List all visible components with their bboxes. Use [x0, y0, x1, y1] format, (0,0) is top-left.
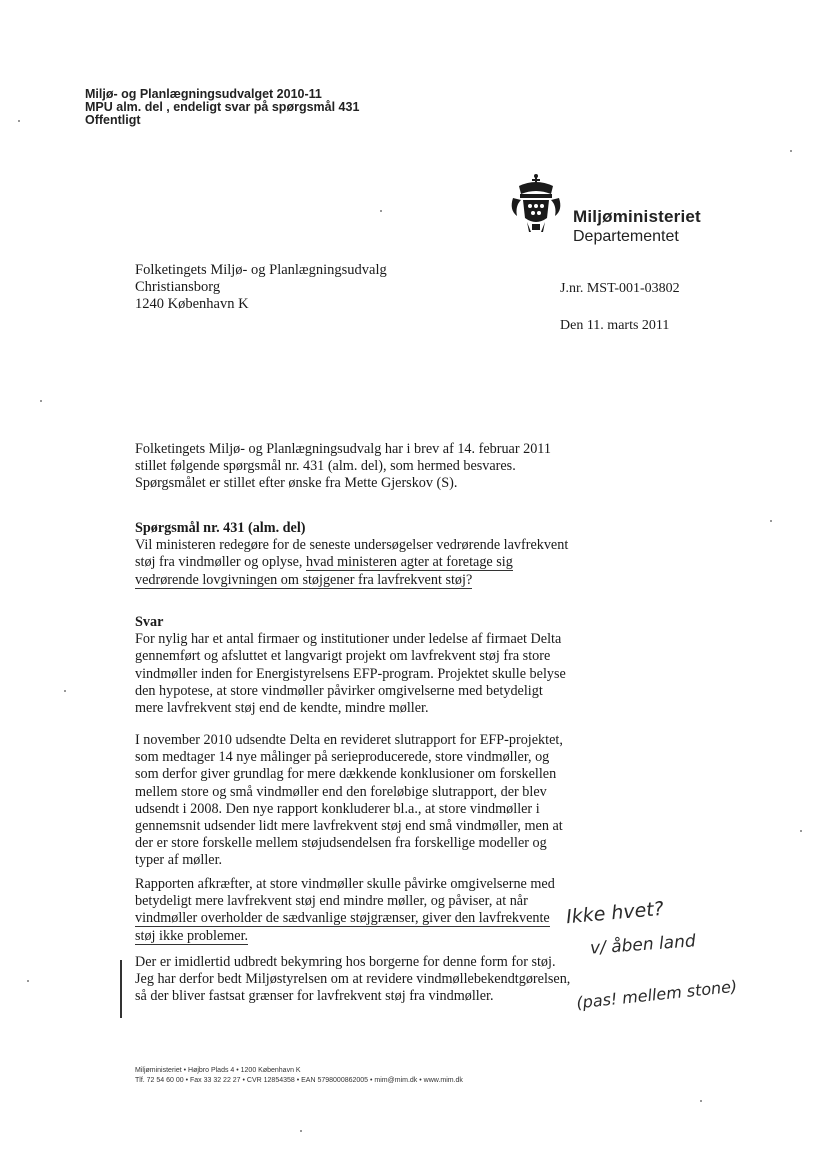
answer-section [135, 614, 575, 717]
text-line: der er store forskelle mellem støjudsendelsen fra forskellige modeller og [135, 835, 547, 852]
text-line: betydeligt mere lavfrekvent støj end mindre møller, og påviser, at når [135, 893, 528, 910]
scan-speck [770, 520, 772, 522]
intro-line: Spørgsmålet er stillet efter ønske fra Mette Gjerskov (S). [135, 475, 458, 492]
scan-speck [27, 980, 29, 982]
underlined-text: vedrørende lovgivningen om støjgener fra lavfrekvent støj? [135, 571, 473, 588]
text-line: som medtager 14 nye målinger på serieproducerede, store vindmøller, og [135, 749, 550, 766]
handwritten-note-2: v/ åben land [589, 931, 697, 959]
scan-speck [64, 690, 66, 692]
stamp-subject: MPU alm. del , endeligt svar på spørgsmål 431 [85, 100, 360, 114]
scan-speck [40, 400, 42, 402]
question-line: Vil ministeren redegøre for de seneste undersøgelser vedrørende lavfrekvent [135, 537, 569, 554]
text-line: Rapporten afkræfter, at store vindmøller skulle påvirke omgivelserne med [135, 876, 555, 892]
footer-address: Miljøministeriet • Højbro Plads 4 • 1200 København K [135, 1067, 301, 1074]
text-line [135, 928, 575, 945]
answer-paragraph-2 [135, 732, 575, 870]
intro-paragraph [135, 441, 575, 493]
text-line: udsendt i 2008. Den nye rapport konkluderer bl.a., at store vindmøller i [135, 800, 540, 817]
text-line: vindmøller inden for Energistyrelsens EFP-program. Projektet skulle belyse [135, 665, 566, 682]
scan-speck [790, 150, 792, 152]
text-line: som derfor giver grundlag for mere dækkende konklusioner om forskellen [135, 766, 557, 783]
answer-paragraph-1 [135, 631, 575, 717]
reference-number: J.nr. MST-001-03802 [560, 281, 680, 296]
question-line [135, 572, 575, 589]
ministry-name: Miljøministeriet [573, 207, 701, 226]
question-heading: Spørgsmål nr. 431 (alm. del) [135, 520, 306, 536]
crown-coat-of-arms-icon [505, 172, 567, 234]
footer-contact: Tlf. 72 54 60 00 • Fax 33 32 22 27 • CVR 12854358 • EAN 5798000862005 • mim@mim.dk • www.mim.dk [135, 1077, 463, 1084]
text-line: Jeg har derfor bedt Miljøstyrelsen om at revidere vindmøllebekendtgørelsen, [135, 971, 571, 988]
text-line: For nylig har et antal firmaer og institutioner under ledelse af firmaet Delta [135, 631, 562, 648]
underlined-text: vindmøller overholder de sædvanlige støjgrænser, giver den lavfrekvente [135, 910, 550, 927]
text-line: mellem store og små vindmøller end den foreløbige slutrapport, der blev [135, 783, 547, 800]
text-line: Der er imidlertid udbredt bekymring hos borgerne for denne form for støj. [135, 954, 556, 970]
text-line: gennemført og afsluttet et langvarigt projekt om lavfrekvent støj fra store [135, 648, 551, 665]
letter-date: Den 11. marts 2011 [560, 318, 670, 333]
question-section [135, 520, 575, 589]
margin-mark [120, 960, 122, 1018]
recipient-line-1: Folketingets Miljø- og Planlægningsudvalg [135, 262, 387, 278]
intro-line: Folketingets Miljø- og Planlægningsudvalg har i brev af 14. februar 2011 [135, 441, 551, 457]
answer-heading: Svar [135, 614, 164, 630]
scan-speck [380, 210, 382, 212]
underlined-text: hvad ministeren agter at foretage sig [306, 554, 513, 571]
text-line: I november 2010 udsendte Delta en revideret slutrapport for EFP-projektet, [135, 732, 563, 748]
scan-speck [300, 1130, 302, 1132]
handwritten-note-3: (pas! mellem stone) [575, 976, 739, 1013]
scan-speck [800, 830, 802, 832]
document-stamp [85, 88, 359, 127]
recipient-line-2: Christiansborg [135, 279, 221, 295]
ministry-name-block [573, 207, 701, 246]
recipient-address [135, 262, 387, 313]
recipient-line-3: 1240 København K [135, 296, 249, 312]
text-line: gennemsnit udsender lidt mere lavfrekvent støj end små vindmøller, men at [135, 818, 563, 835]
text-line [135, 910, 575, 927]
stamp-committee: Miljø- og Planlægningsudvalget 2010-11 [85, 87, 322, 101]
text-line: typer af møller. [135, 852, 223, 869]
text-line: den hypotese, at store vindmøller påvirker omgivelserne med betydeligt [135, 682, 543, 699]
stamp-public: Offentligt [85, 113, 141, 127]
handwritten-note-1: Ikke hvet? [565, 897, 665, 929]
answer-paragraph-3 [135, 876, 575, 945]
question-text: støj fra vindmøller og oplyse, [135, 554, 307, 571]
underlined-text: støj ikke problemer. [135, 927, 249, 944]
scan-speck [18, 120, 20, 122]
question-line [135, 554, 575, 571]
answer-paragraph-4 [135, 954, 575, 1006]
scan-speck [700, 1100, 702, 1102]
department-name: Departementet [573, 228, 679, 245]
text-line: mere lavfrekvent støj end de kendte, mindre møller. [135, 700, 429, 717]
text-line: så der bliver fastsat grænser for lavfrekvent støj fra vindmøller. [135, 988, 494, 1005]
footer [135, 1066, 463, 1086]
intro-line: stillet følgende spørgsmål nr. 431 (alm. del), som hermed besvares. [135, 458, 516, 475]
